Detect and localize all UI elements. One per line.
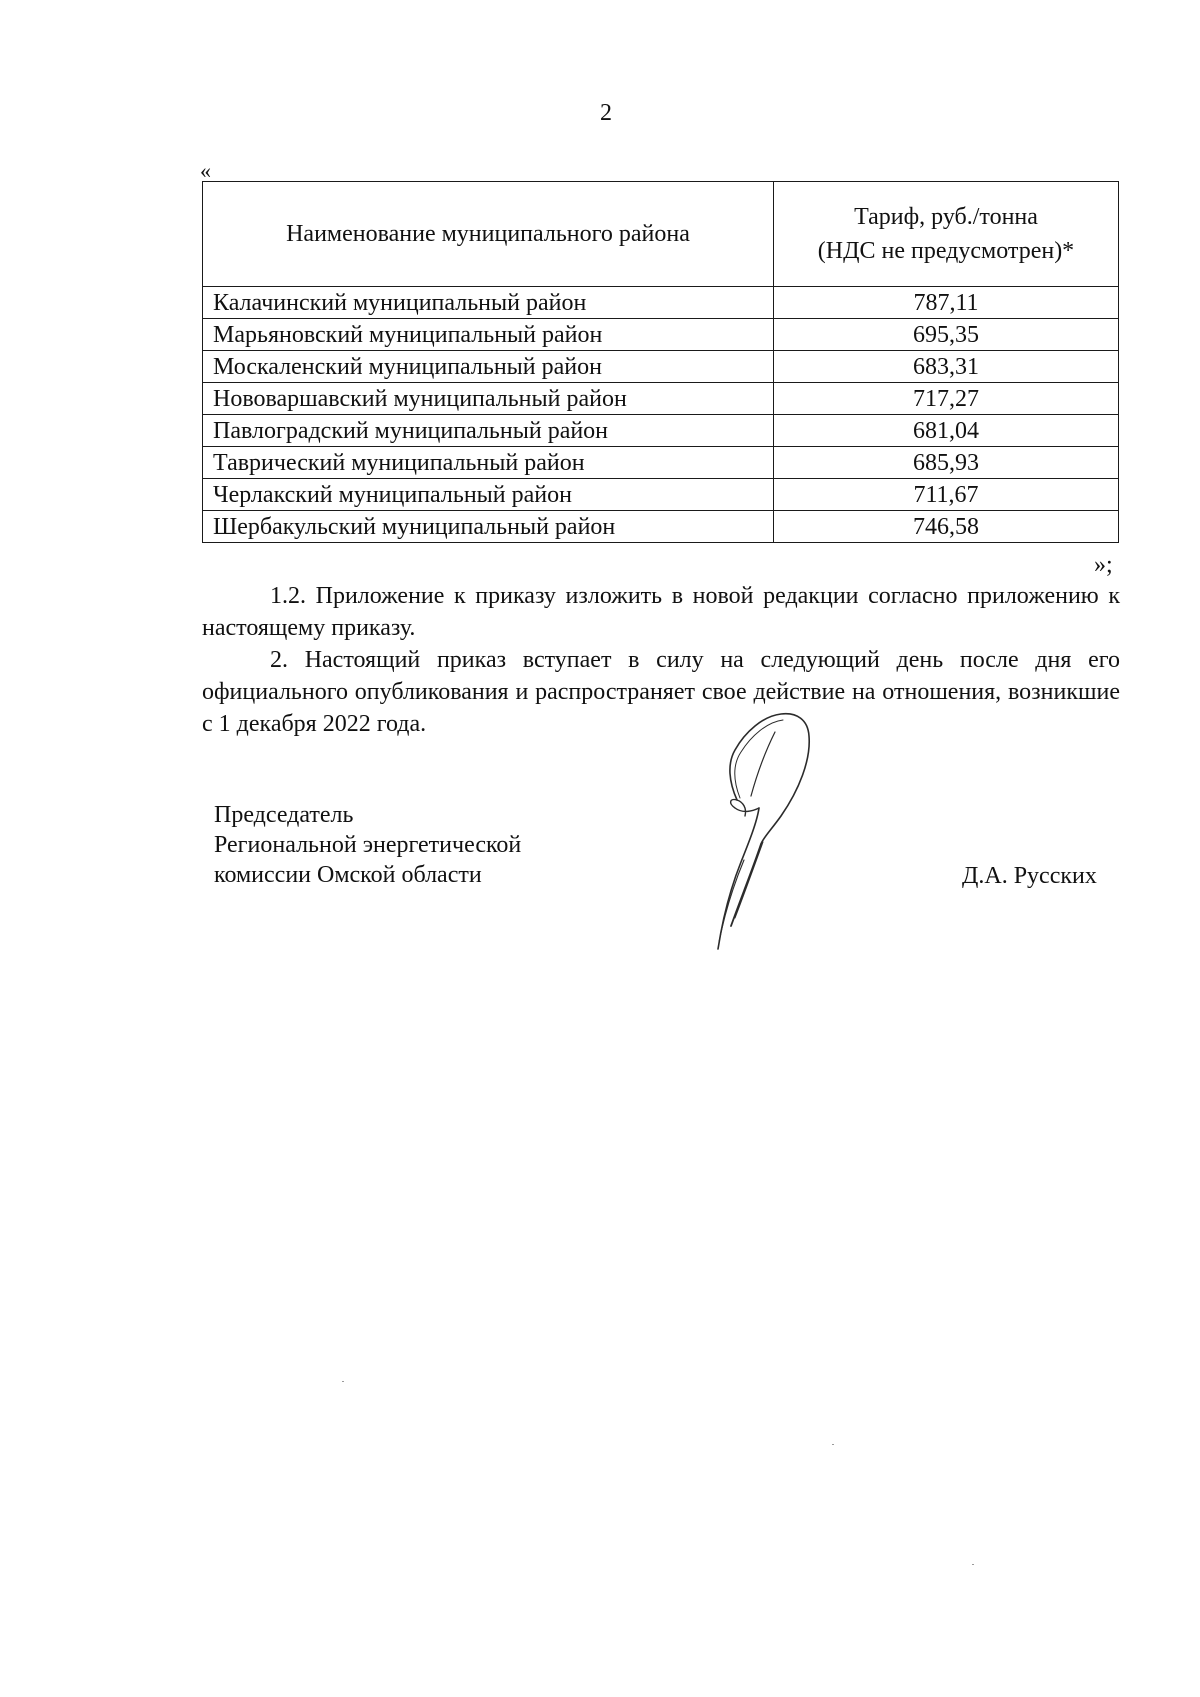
header-tariff-line2: (НДС не предусмотрен)* xyxy=(817,238,1075,264)
tariff-value-cell: 683,31 xyxy=(774,351,1119,383)
signer-name: Д.А. Русских xyxy=(962,863,1097,889)
tariff-value-cell: 746,58 xyxy=(774,511,1119,543)
district-name-cell: Калачинский муниципальный район xyxy=(203,287,774,319)
scan-speck xyxy=(342,1381,344,1382)
signatory-title-line-1: Председатель xyxy=(214,802,354,828)
paragraph-2: 2. Настоящий приказ вступает в силу на следующий день после дня его официального опубликования и распространяет свое действие на отношения, возникшие с 1 декабря 2022 года. xyxy=(202,647,1120,737)
scan-speck xyxy=(972,1564,974,1565)
opening-quote-mark: « xyxy=(200,158,211,183)
district-name-cell: Павлоградский муниципальный район xyxy=(203,415,774,447)
table-row xyxy=(203,447,1119,479)
district-name-cell: Черлакский муниципальный район xyxy=(203,479,774,511)
tariff-table-header xyxy=(203,182,1119,287)
table-row xyxy=(203,319,1119,351)
tariff-value-cell: 711,67 xyxy=(774,479,1119,511)
tariff-value-cell: 695,35 xyxy=(774,319,1119,351)
signatory-title-line-3: комиссии Омской области xyxy=(214,862,482,888)
table-row xyxy=(203,415,1119,447)
tariff-value-cell: 681,04 xyxy=(774,415,1119,447)
tariff-table xyxy=(202,181,1119,543)
signatory-title xyxy=(214,800,521,890)
table-row xyxy=(203,479,1119,511)
header-municipal-district: Наименование муниципального района xyxy=(203,182,774,287)
tariff-value-cell: 787,11 xyxy=(774,287,1119,319)
table-row xyxy=(203,351,1119,383)
scan-speck xyxy=(832,1444,834,1445)
table-row xyxy=(203,383,1119,415)
district-name-cell: Шербакульский муниципальный район xyxy=(203,511,774,543)
signatory-title-line-2: Региональной энергетической xyxy=(214,832,522,858)
table-row xyxy=(203,287,1119,319)
district-name-cell: Марьяновский муниципальный район xyxy=(203,319,774,351)
district-name-cell: Нововаршавский муниципальный район xyxy=(203,383,774,415)
handwritten-signature xyxy=(715,712,825,952)
district-name-cell: Таврический муниципальный район xyxy=(203,447,774,479)
header-tariff-line1: Тариф, руб./тонна xyxy=(854,204,1038,230)
tariff-value-cell: 685,93 xyxy=(774,447,1119,479)
closing-quote-mark: »; xyxy=(1094,552,1113,578)
tariff-value-cell: 717,27 xyxy=(774,383,1119,415)
district-name-cell: Москаленский муниципальный район xyxy=(203,351,774,383)
header-tariff xyxy=(774,182,1119,287)
table-row xyxy=(203,511,1119,543)
tariff-table-body xyxy=(203,287,1119,543)
paragraph-1-2: 1.2. Приложение к приказу изложить в новой редакции согласно приложению к настоящему приказу. xyxy=(202,583,1120,641)
header-row xyxy=(203,182,1119,287)
page-number: 2 xyxy=(600,100,612,126)
